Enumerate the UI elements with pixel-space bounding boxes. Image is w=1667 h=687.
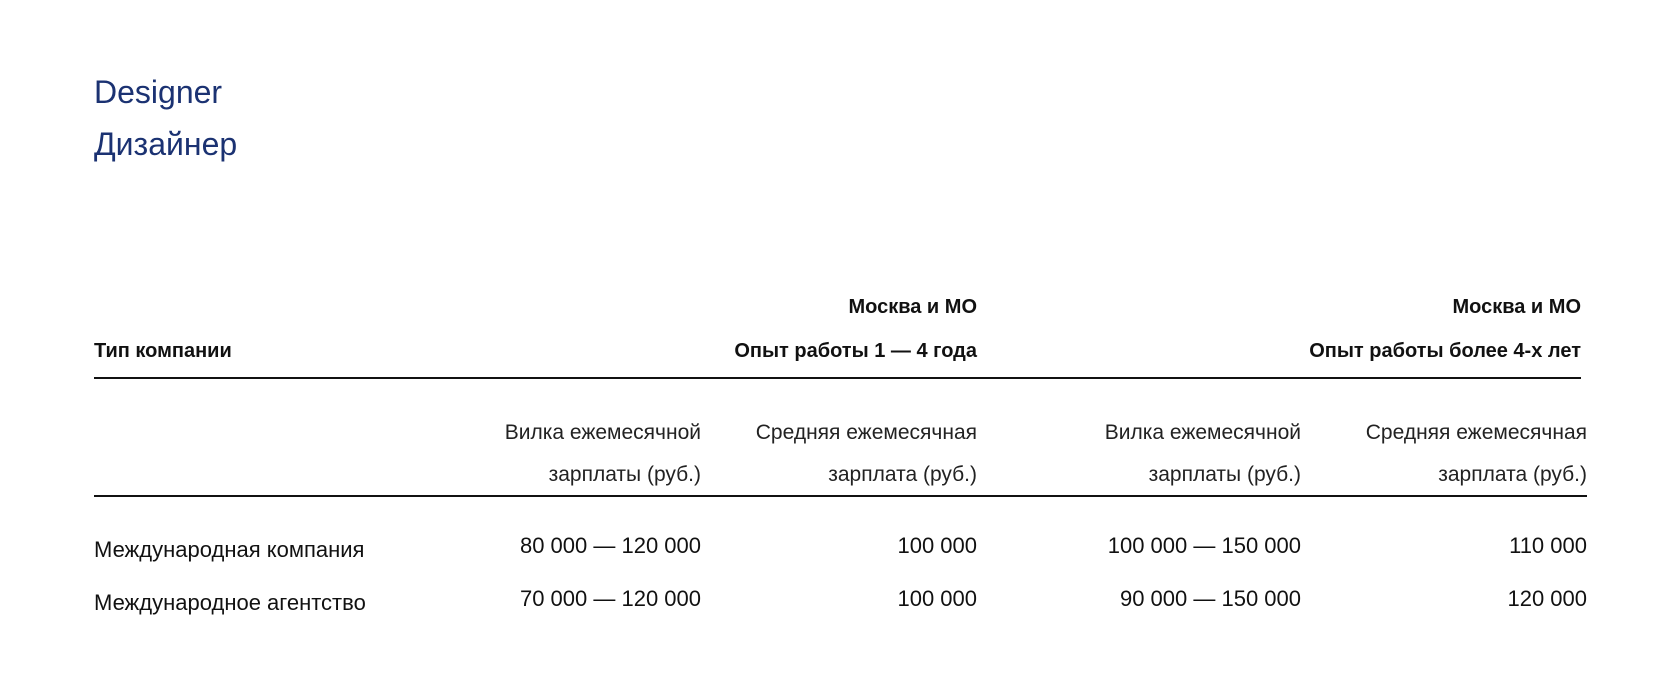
- table-row-2-range-2: 90 000 — 150 000: [1119, 586, 1301, 611]
- table-row-2-average-2: 120 000: [1507, 586, 1587, 611]
- header-divider: [94, 377, 1581, 379]
- subheader-range-1-line2: зарплаты (руб.): [548, 463, 701, 486]
- subheader-average-2-line2: зарплата (руб.): [1438, 463, 1587, 486]
- subheader-average-2-line1: Средняя ежемесячная: [1365, 421, 1587, 444]
- group-2-experience: Опыт работы более 4-х лет: [1309, 340, 1581, 362]
- table-row-1-range-2: 100 000 — 150 000: [1107, 533, 1301, 558]
- subheader-divider: [94, 495, 1587, 497]
- title-russian: Дизайнер: [94, 126, 238, 162]
- page-title: [94, 66, 237, 170]
- table-row-2-range-1: 70 000 — 120 000: [519, 586, 701, 611]
- subheader-range-2-line1: Вилка ежемесячной: [1104, 421, 1301, 444]
- subheader-average-1: [756, 412, 977, 496]
- table-row-1-company: Международная компания: [94, 537, 365, 562]
- subheader-range-2-line2: зарплаты (руб.): [1148, 463, 1301, 486]
- table-row-2-average-1: 100 000: [897, 586, 977, 611]
- company-type-header: Тип компании: [94, 340, 232, 362]
- title-english: Designer: [94, 74, 223, 110]
- table-row-1-range-1: 80 000 — 120 000: [519, 533, 701, 558]
- group-2-region: Москва и МО: [1452, 296, 1581, 318]
- subheader-average-1-line2: зарплата (руб.): [828, 463, 977, 486]
- table-row-2-company: Международное агентство: [94, 590, 366, 615]
- group-1-region: Москва и МО: [848, 296, 977, 318]
- table-row-1-average-1: 100 000: [897, 533, 977, 558]
- subheader-average-2: [1366, 412, 1587, 496]
- subheader-range-2: [1105, 412, 1301, 496]
- group-1-experience: Опыт работы 1 — 4 года: [734, 340, 977, 362]
- table-row-1-average-2: 110 000: [1509, 533, 1587, 558]
- subheader-average-1-line1: Средняя ежемесячная: [755, 421, 977, 444]
- subheader-range-1: [505, 412, 701, 496]
- subheader-range-1-line1: Вилка ежемесячной: [504, 421, 701, 444]
